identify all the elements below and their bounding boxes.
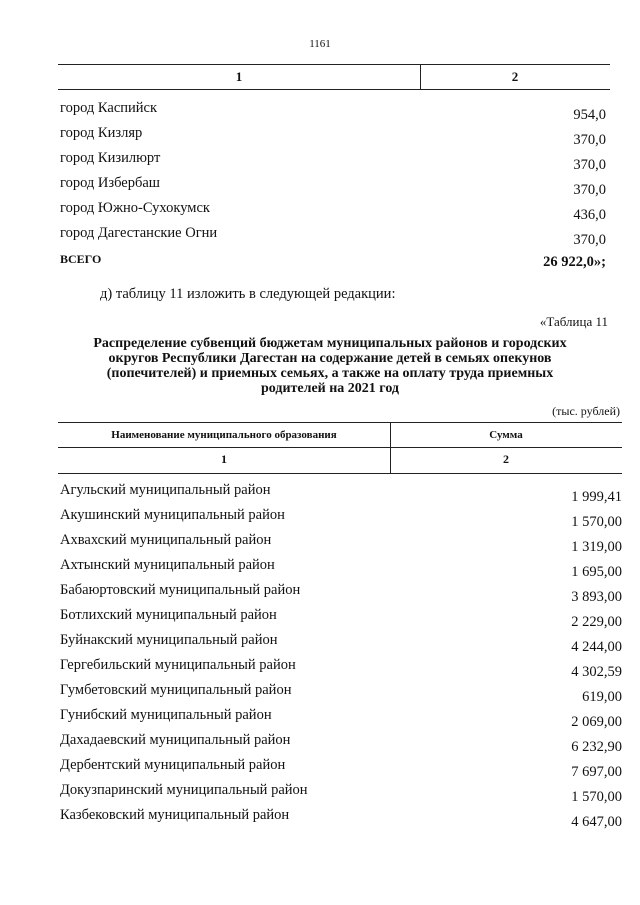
table-row	[58, 730, 622, 755]
table-row	[58, 780, 622, 805]
row-name: Гумбетовский муниципальный район	[60, 682, 292, 698]
title-line: родителей на 2021 год	[260, 381, 399, 396]
row-name: Казбековский муниципальный район	[60, 807, 290, 823]
row-value: 619,00	[582, 689, 622, 705]
header-divider	[58, 447, 622, 448]
column-1-number: 1	[221, 452, 227, 466]
table-row	[58, 630, 622, 655]
table-row	[58, 555, 622, 580]
row-value: 436,0	[573, 207, 606, 223]
row-name: Акушинский муниципальный район	[60, 507, 285, 523]
row-value: 1 570,00	[571, 789, 622, 805]
row-value: 4 302,59	[571, 664, 622, 680]
continuation-table-header	[58, 64, 610, 90]
row-value: 370,0	[573, 182, 606, 198]
table-row	[58, 605, 622, 630]
total-label: ВСЕГО	[60, 252, 102, 266]
column-2-header: 2	[511, 69, 519, 84]
row-name: Гунибский муниципальный район	[60, 707, 272, 723]
table-row	[58, 530, 622, 555]
table-row	[58, 755, 622, 780]
row-name: Ахвахский муниципальный район	[60, 532, 272, 548]
title-line: округов Республики Дагестан на содержание детей в семьях опекунов	[108, 351, 552, 366]
page-number: 1161	[309, 38, 331, 50]
table-11-body	[58, 480, 622, 830]
table-row	[58, 705, 622, 730]
row-name: город Кизляр	[60, 125, 143, 141]
row-value: 370,0	[573, 232, 606, 248]
row-value: 4 244,00	[571, 639, 622, 655]
table-row	[58, 198, 610, 223]
row-value: 7 697,00	[571, 764, 622, 780]
row-name: Ботлихский муниципальный район	[60, 607, 277, 623]
column-2-header: Сумма	[489, 429, 523, 441]
column-1-header: 1	[235, 69, 243, 84]
continuation-table-body	[58, 98, 610, 273]
table-reference: «Таблица 11	[539, 314, 608, 329]
table-row	[58, 98, 610, 123]
row-value: 1 570,00	[571, 514, 622, 530]
row-name: Агульский муниципальный район	[60, 482, 271, 498]
row-name: Дахадаевский муниципальный район	[60, 732, 291, 748]
row-value: 954,0	[573, 107, 606, 123]
table-row	[58, 505, 622, 530]
units-label: (тыс. рублей)	[552, 404, 620, 418]
table-title	[60, 336, 600, 396]
row-name: Докузпаринский муниципальный район	[60, 782, 308, 798]
table-row	[58, 123, 610, 148]
row-name: город Кизилюрт	[60, 150, 161, 166]
amendment-text: д) таблицу 11 изложить в следующей редакции:	[100, 286, 396, 302]
table-11-header	[58, 422, 622, 474]
table-row	[58, 223, 610, 248]
row-value: 6 232,90	[571, 739, 622, 755]
row-value: 1 319,00	[571, 539, 622, 555]
total-value: 26 922,0»;	[543, 254, 606, 270]
row-name: город Избербаш	[60, 175, 160, 191]
row-name: Буйнакский муниципальный район	[60, 632, 278, 648]
row-value: 2 229,00	[571, 614, 622, 630]
row-value: 370,0	[573, 157, 606, 173]
row-name: город Южно-Сухокумск	[60, 200, 210, 216]
row-name: город Дагестанские Огни	[60, 225, 218, 241]
row-name: Бабаюртовский муниципальный район	[60, 582, 301, 598]
total-row	[58, 248, 610, 273]
column-1-header: Наименование муниципального образования	[111, 429, 337, 441]
table-row	[58, 680, 622, 705]
table-row	[58, 148, 610, 173]
row-name: Дербентский муниципальный район	[60, 757, 286, 773]
row-value: 4 647,00	[571, 814, 622, 830]
row-value: 1 695,00	[571, 564, 622, 580]
table-row	[58, 655, 622, 680]
row-value: 1 999,41	[571, 489, 622, 505]
table-row	[58, 805, 622, 830]
table-row	[58, 580, 622, 605]
title-line: (попечителей) и приемных семьях, а также на оплату труда приемных	[106, 366, 554, 381]
column-2-number: 2	[503, 452, 509, 466]
row-name: город Каспийск	[60, 100, 158, 116]
table-row	[58, 480, 622, 505]
title-line: Распределение субвенций бюджетам муниципальных районов и городских	[93, 336, 567, 351]
row-value: 2 069,00	[571, 714, 622, 730]
row-name: Ахтынский муниципальный район	[60, 557, 275, 573]
row-value: 3 893,00	[571, 589, 622, 605]
row-name: Гергебильский муниципальный район	[60, 657, 296, 673]
table-row	[58, 173, 610, 198]
row-value: 370,0	[573, 132, 606, 148]
